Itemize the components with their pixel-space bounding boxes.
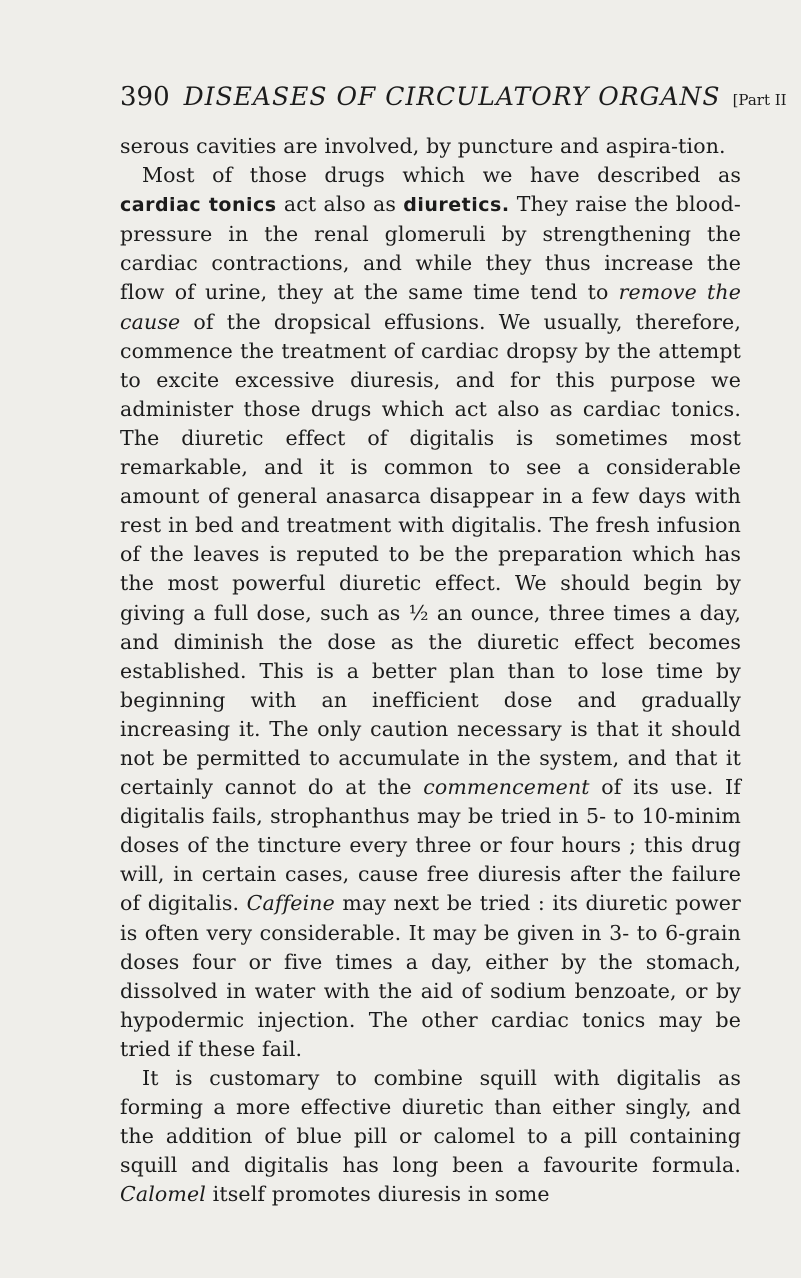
text-run: Most of those drugs which we have described as bbox=[142, 163, 741, 188]
text-run: It is customary to combine squill with digitalis as forming a more effective diuretic than either singly, and the addition of blue pill or calomel to a pill containing squill and digitalis has long been a favourite formula. bbox=[120, 1066, 741, 1178]
text-run: may next be tried : its diuretic power is often very considerable. It may be given in 3- to 6-grain doses four or five times a day, either by the stomach, dissolved in water with the aid of sodium benzoate, or by hypodermic injection. The other cardiac tonics may be tried if these fail. bbox=[120, 891, 742, 1061]
text-run: They raise the blood-pressure in the renal glomeruli by strengthening the cardiac contractions, and while they thus increase the flow of urine, they at the same time tend to bbox=[120, 192, 742, 305]
page-number: 390 bbox=[120, 82, 170, 112]
bold-term-cardiac-tonics: cardiac tonics bbox=[120, 194, 277, 217]
italic-word-commencement: commencement bbox=[423, 775, 590, 800]
text-run: of its use. If digitalis fails, strophanthus may be tried in 5- to 10-minim doses of the tincture every three or four hours ; this drug will, in certain cases, cause free diuresis after the failure of digitalis. bbox=[120, 775, 741, 916]
paragraph-squill bbox=[120, 1064, 741, 1209]
text-run: of the dropsical effusions. We usually, therefore, commence the treatment of cardiac dropsy by the attempt to excite excessive diuresis, and for this purpose we administer those drugs which act also as cardiac tonics. The diuretic effect of digitalis is sometimes most remarkable, and it is common to see a considerable amount of general anasarca disappear in a few days with rest in bed and treatment with digitalis. The fresh infusion of the leaves is reputed to be the preparation which has the most powerful diuretic effect. We should begin by giving a full dose, such as ½ an ounce, three times a day, and diminish the dose as the diuretic effect becomes established. This is a better plan than to lose time by beginning with an inefficient dose and gradually increasing it. The only caution necessary is that it should not be permitted to accumulate in the system, and that it certainly cannot do at the bbox=[120, 309, 741, 800]
italic-phrase-remove-the-cause: remove the cause bbox=[120, 280, 741, 334]
running-title: DISEASES OF CIRCULATORY ORGANS bbox=[183, 82, 721, 111]
text-run: act also as bbox=[276, 192, 404, 217]
text-run: itself promotes diuresis in some bbox=[205, 1182, 550, 1207]
paragraph-diuretics bbox=[120, 161, 741, 1064]
page-header bbox=[120, 82, 787, 126]
part-label: [Part II bbox=[732, 91, 787, 109]
italic-word-calomel: Calomel bbox=[120, 1182, 206, 1207]
body-text bbox=[120, 132, 741, 1209]
bold-term-diuretics: diuretics. bbox=[403, 194, 510, 217]
italic-word-caffeine: Caffeine bbox=[246, 891, 335, 916]
paragraph-continuation: serous cavities are involved, by puncture and aspira-tion. bbox=[120, 134, 726, 158]
